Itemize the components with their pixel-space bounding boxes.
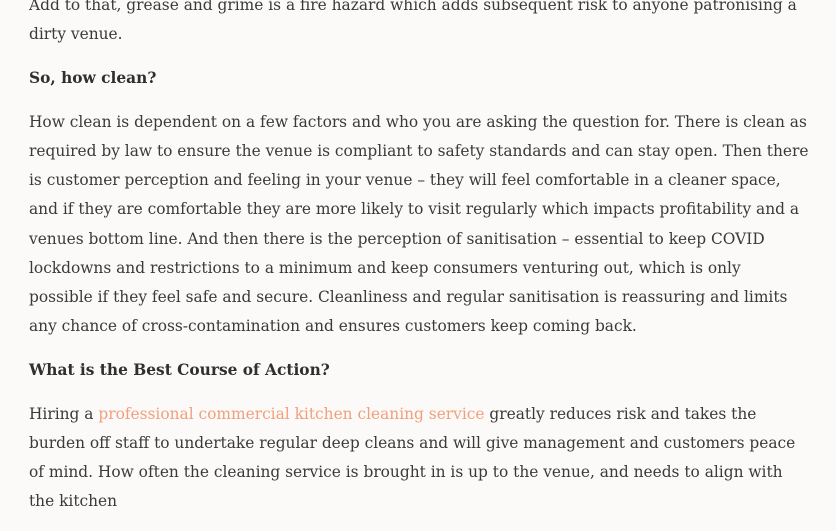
paragraph-how-clean: How clean is dependent on a few factors and who you are asking the question for. There is clean as required by law to ensure the venue is compliant to safety standards and can stay open. Then there is customer perception and feeling in your venue – they will feel comfortable in a cleaner space, and if they are comfortable they are more likely to visit regularly which impacts profitability and a venues bottom line. And then there is the perception of sanitisation – essential to keep COVID lockdowns and restrictions to a minimum and keep consumers venturing out, which is only possible if they feel safe and secure. Cleanliness and regular sanitisation is reassuring and limits any chance of cross-contamination and ensures customers keep coming back. <box>29 112 809 336</box>
cleaning-service-link[interactable]: professional commercial kitchen cleaning service <box>98 404 485 423</box>
heading-best-course-of-action: What is the Best Course of Action? <box>29 361 330 380</box>
paragraph-hiring-text-before: Hiring a <box>29 404 99 423</box>
paragraph-hiring <box>29 400 809 517</box>
paragraph-intro-end: Add to that, grease and grime is a fire hazard which adds subsequent risk to anyone patronising a dirty venue. <box>29 0 797 44</box>
paragraph-hiring-text-after: greatly reduces risk and takes the burden off staff to undertake regular deep cleans and will give management and customers peace of mind. How often the cleaning service is brought in is up to the venue, and needs to align with the kitchen <box>29 404 796 511</box>
heading-how-clean: So, how clean? <box>29 69 157 87</box>
article-body <box>29 0 809 531</box>
